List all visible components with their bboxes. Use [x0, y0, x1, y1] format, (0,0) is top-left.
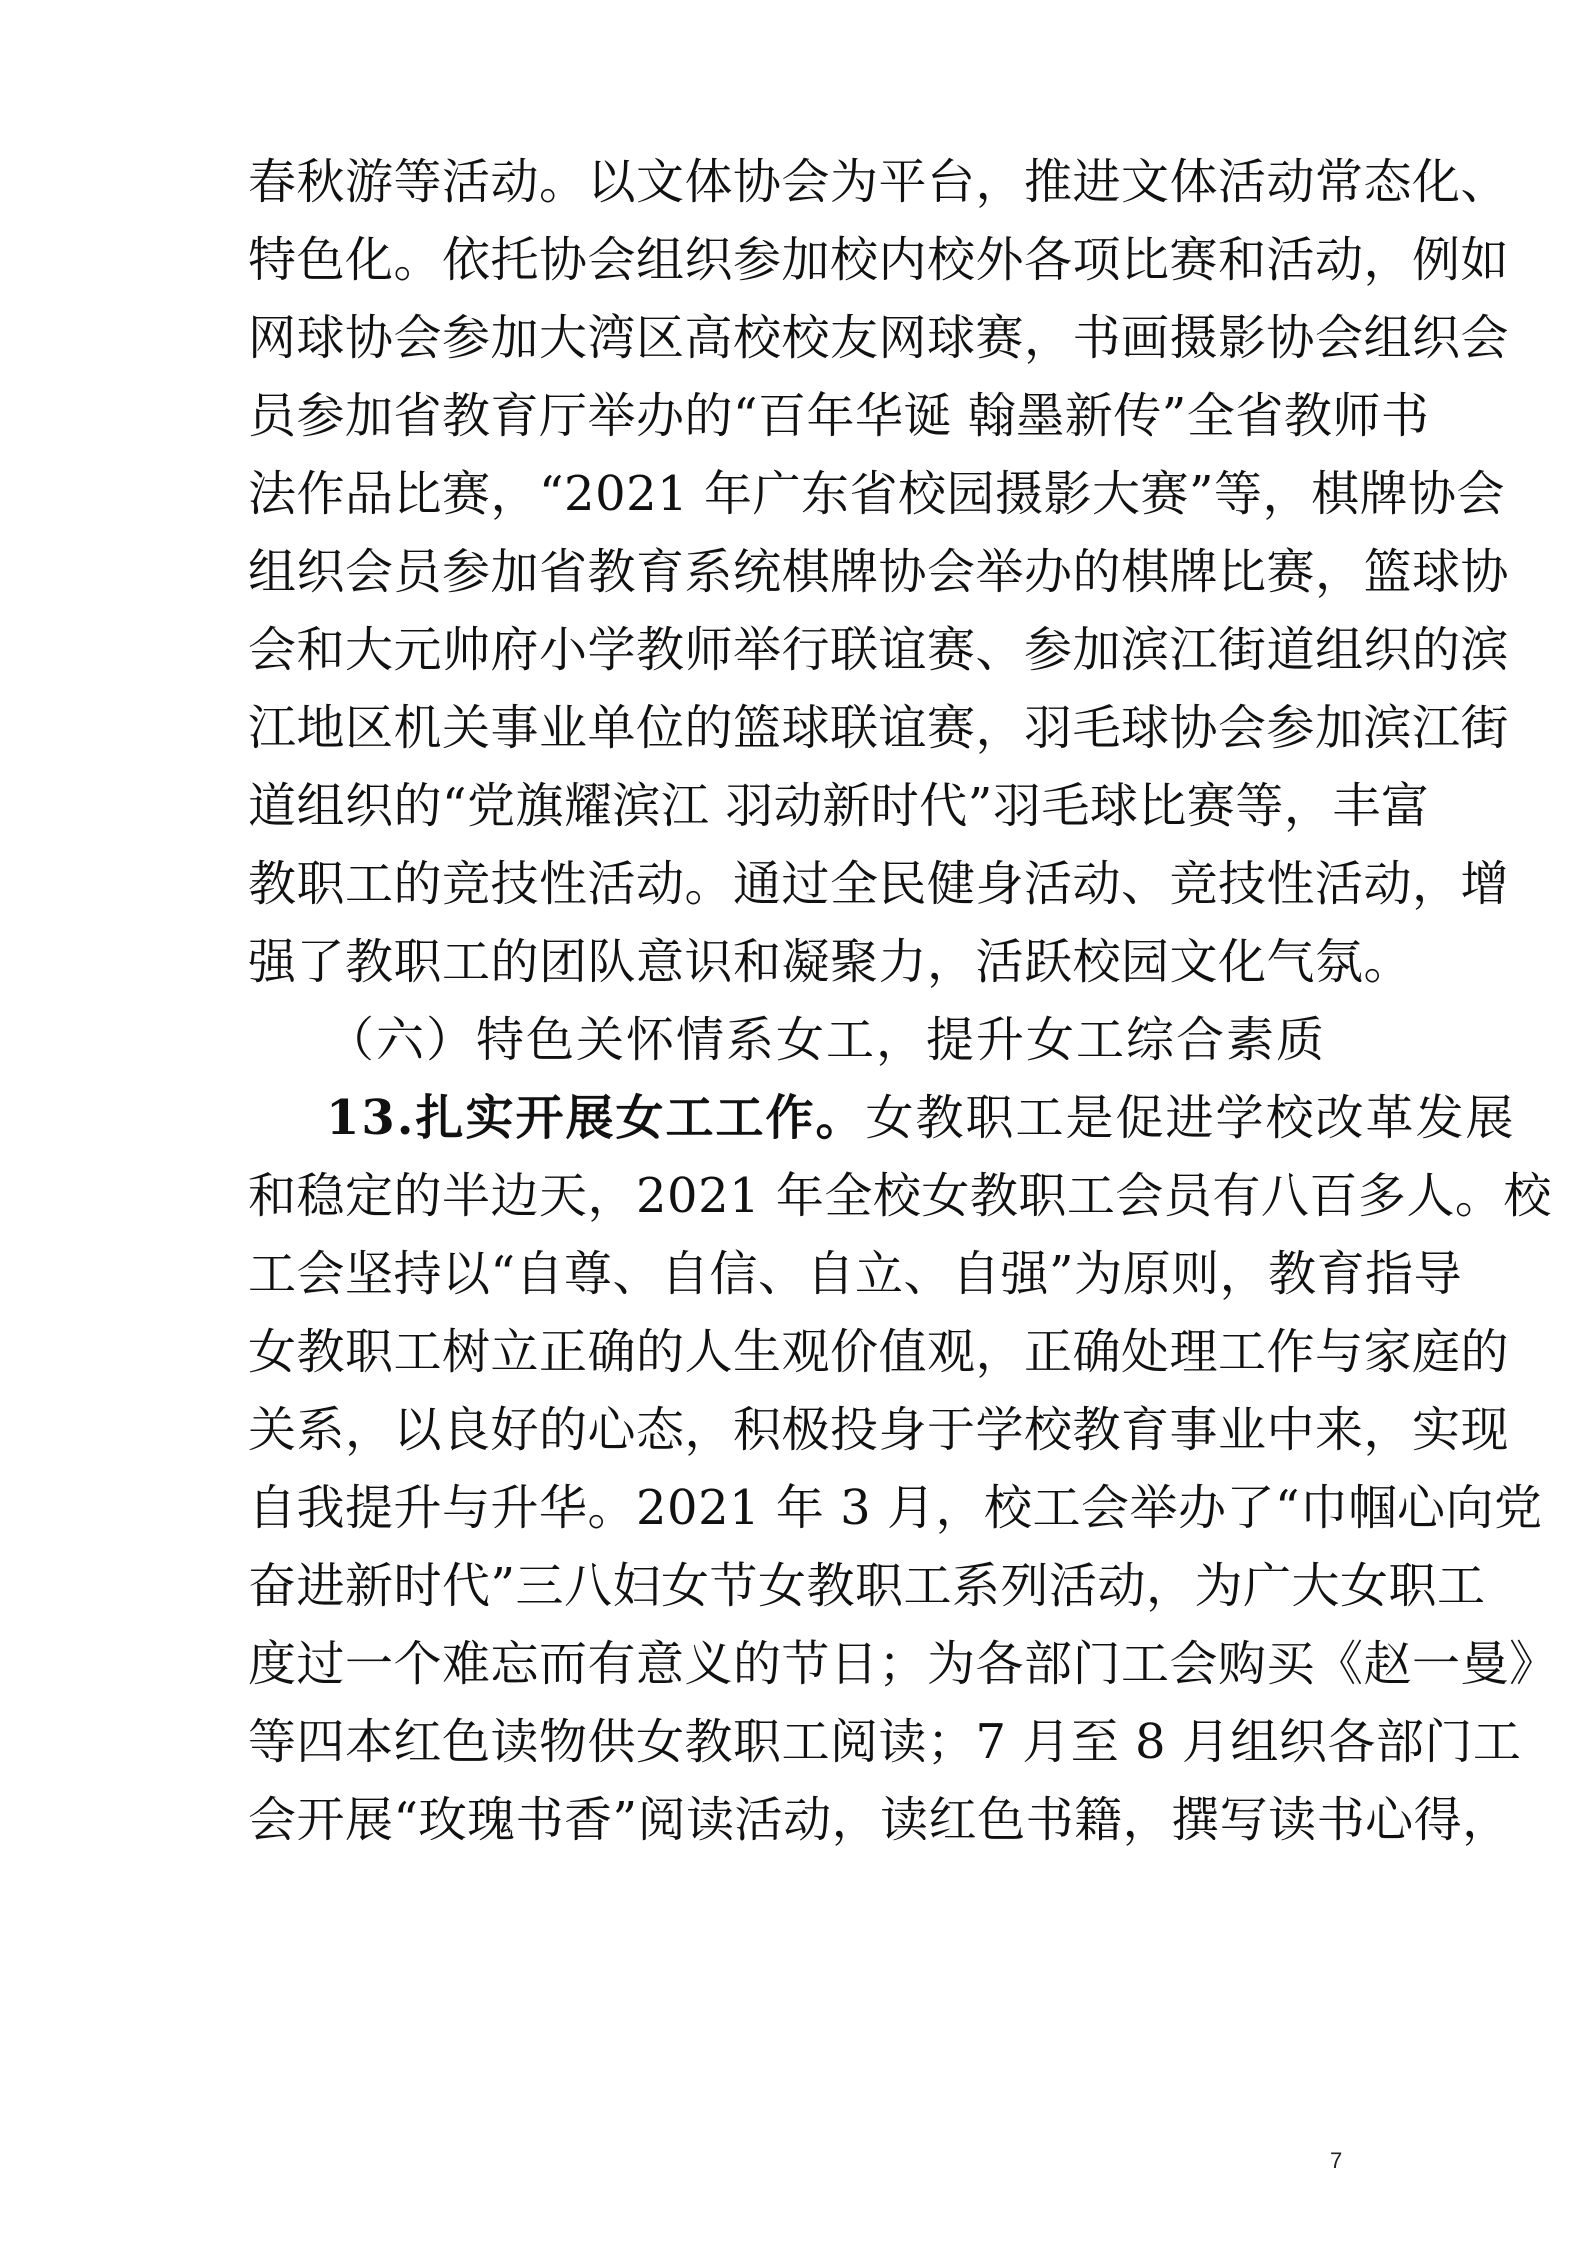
paragraph-line: 江地区机关事业单位的篮球联谊赛，羽毛球协会参加滨江街	[248, 700, 1510, 756]
paragraph-line: 组织会员参加省教育系统棋牌协会举办的棋牌比赛，篮球协	[248, 544, 1510, 600]
paragraph-line: 春秋游等活动。以文体协会为平台，推进文体活动常态化、	[248, 154, 1510, 210]
item-first-line-text: 女教职工是促进学校改革发展	[865, 1090, 1516, 1146]
paragraph-line: 网球协会参加大湾区高校校友网球赛，书画摄影协会组织会	[248, 310, 1510, 366]
paragraph-line: 自我提升与升华。2021 年 3 月，校工会举办了“巾帼心向党	[248, 1480, 1543, 1536]
item-first-line	[326, 1088, 1516, 1148]
paragraph-line: 关系，以良好的心态，积极投身于学校教育事业中来，实现	[248, 1402, 1510, 1458]
paragraph-line: 会开展“玫瑰书香”阅读活动，读红色书籍，撰写读书心得，	[248, 1792, 1511, 1848]
paragraph-line: 等四本红色读物供女教职工阅读；7 月至 8 月组织各部门工	[248, 1714, 1522, 1770]
paragraph-line: 强了教职工的团队意识和凝聚力，活跃校园文化气氛。	[248, 934, 1413, 990]
paragraph-line: 和稳定的半边天，2021 年全校女教职工会员有八百多人。校	[248, 1168, 1552, 1224]
item-title: 13.扎实开展女工工作。	[326, 1090, 866, 1146]
paragraph-line: 道组织的“党旗耀滨江 羽动新时代”羽毛球比赛等，丰富	[248, 778, 1430, 834]
paragraph-line: 会和大元帅府小学教师举行联谊赛、参加滨江街道组织的滨	[248, 622, 1510, 678]
paragraph-line: 女教职工树立正确的人生观价值观，正确处理工作与家庭的	[248, 1324, 1510, 1380]
section-heading: （六）特色关怀情系女工，提升女工综合素质	[326, 1012, 1327, 1068]
paragraph-line: 法作品比赛，“2021 年广东省校园摄影大赛”等，棋牌协会	[248, 466, 1505, 522]
paragraph-line: 特色化。依托协会组织参加校内校外各项比赛和活动，例如	[248, 232, 1510, 288]
paragraph-line: 工会坚持以“自尊、自信、自立、自强”为原则，教育指导	[248, 1246, 1463, 1302]
paragraph-line: 奋进新时代”三八妇女节女教职工系列活动，为广大女职工	[248, 1558, 1486, 1614]
paragraph-line: 教职工的竞技性活动。通过全民健身活动、竞技性活动，增	[248, 856, 1510, 912]
paragraph-line: 度过一个难忘而有意义的节日；为各部门工会购买《赵一曼》	[248, 1636, 1558, 1692]
page-number: 7	[1330, 2148, 1343, 2173]
paragraph-line: 员参加省教育厅举办的“百年华诞 翰墨新传”全省教师书	[248, 388, 1430, 444]
